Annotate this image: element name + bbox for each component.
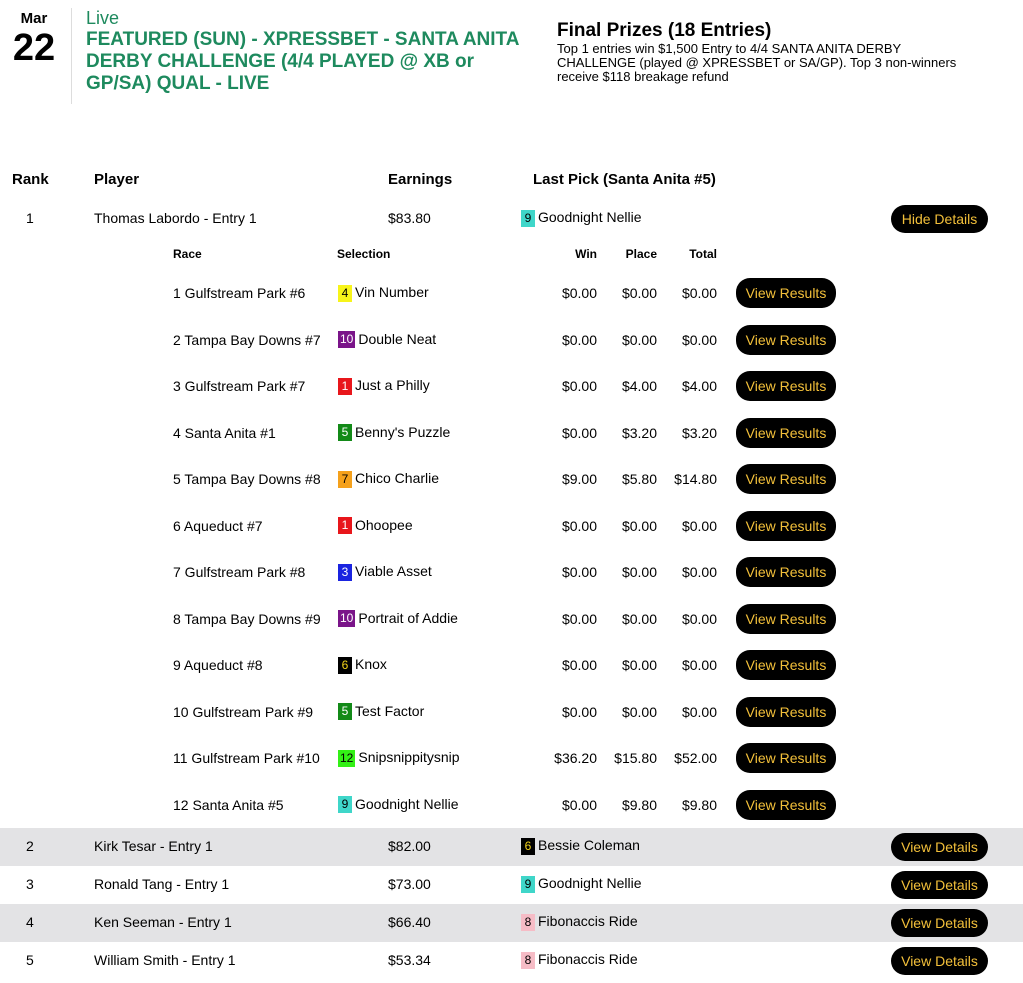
- saddlecloth-number: 3: [338, 564, 352, 581]
- detail-header-place: Place: [625, 247, 657, 261]
- race-detail-row: [0, 418, 1023, 448]
- earnings: $73.00: [388, 876, 431, 892]
- last-pick: [521, 837, 640, 855]
- total-amount: $0.00: [681, 285, 717, 301]
- horse-name: Viable Asset: [355, 563, 432, 579]
- place-amount: $9.80: [621, 796, 657, 813]
- view-details-button[interactable]: View Details: [891, 909, 988, 937]
- contest-date: [6, 10, 62, 68]
- race-detail-row: [0, 697, 1023, 727]
- view-results-button[interactable]: View Results: [736, 743, 836, 773]
- detail-header-selection: Selection: [337, 247, 391, 261]
- detail-header-race: Race: [173, 247, 202, 261]
- win-amount: $0.00: [561, 517, 597, 534]
- selection: [338, 796, 459, 814]
- view-results-button[interactable]: View Results: [736, 557, 836, 587]
- race-detail-row: [0, 790, 1023, 820]
- last-pick: [521, 951, 638, 969]
- prizes-text: Top 1 entries win $1,500 Entry to 4/4 SANTA ANITA DERBY CHALLENGE (played @ XPRESSBET or SA/GP). Top 3 non-winners receive $118 breakage refund: [557, 41, 957, 84]
- win-amount: $0.00: [561, 564, 597, 580]
- place-amount: $0.00: [621, 610, 657, 627]
- race-name: 8 Tampa Bay Downs #9: [173, 610, 321, 627]
- win-amount: $36.20: [554, 750, 597, 766]
- horse-name: Goodnight Nellie: [355, 795, 459, 812]
- win-amount: $0.00: [561, 610, 597, 627]
- selection: [338, 517, 413, 535]
- date-day: 22: [12, 27, 56, 69]
- saddlecloth-number: 4: [338, 285, 352, 302]
- contest-status: Live: [86, 8, 120, 28]
- race-name: 12 Santa Anita #5: [173, 796, 284, 813]
- selection: [338, 284, 429, 302]
- place-amount: $3.20: [621, 424, 657, 441]
- race-detail-row: [0, 511, 1023, 541]
- race-name: 9 Aqueduct #8: [173, 657, 263, 673]
- earnings: $53.34: [388, 952, 431, 968]
- prizes-title: Final Prizes (18 Entries): [557, 20, 772, 41]
- race-detail-row: [0, 557, 1023, 587]
- horse-name: Snipsnippitysnip: [358, 749, 460, 765]
- place-amount: $0.00: [621, 703, 657, 720]
- leaderboard-row: [0, 904, 1023, 942]
- player-name: Ronald Tang - Entry 1: [94, 876, 230, 892]
- column-header-player: Player: [94, 171, 140, 188]
- total-amount: $4.00: [681, 378, 717, 394]
- saddlecloth-number: 8: [521, 952, 535, 969]
- total-amount: $0.00: [681, 703, 717, 720]
- view-results-button[interactable]: View Results: [736, 650, 836, 680]
- rank: 5: [26, 952, 34, 968]
- header-divider: [71, 8, 72, 104]
- total-amount: $0.00: [681, 610, 717, 627]
- leaderboard-row: [0, 828, 1023, 866]
- race-name: 1 Gulfstream Park #6: [173, 285, 306, 301]
- win-amount: $0.00: [561, 424, 597, 441]
- horse-name: Portrait of Addie: [358, 609, 458, 626]
- leaderboard-row: [0, 200, 1023, 238]
- selection: [338, 749, 460, 767]
- rank: 1: [26, 210, 34, 226]
- selection: [338, 470, 439, 488]
- race-detail-row: [0, 604, 1023, 634]
- saddlecloth-number: 6: [338, 657, 352, 674]
- race-name: 4 Santa Anita #1: [173, 424, 276, 441]
- view-results-button[interactable]: View Results: [736, 371, 836, 401]
- race-detail-row: [0, 743, 1023, 773]
- horse-name: Knox: [355, 656, 387, 672]
- view-results-button[interactable]: View Results: [736, 325, 836, 355]
- saddlecloth-number: 9: [338, 796, 352, 813]
- horse-name: Fibonaccis Ride: [538, 913, 638, 929]
- horse-name: Vin Number: [355, 284, 429, 300]
- date-month: Mar: [20, 10, 48, 27]
- player-name: Ken Seeman - Entry 1: [94, 914, 232, 930]
- saddlecloth-number: 8: [521, 914, 535, 931]
- win-amount: $0.00: [561, 657, 597, 673]
- horse-name: Test Factor: [355, 702, 425, 719]
- saddlecloth-number: 6: [521, 838, 535, 855]
- total-amount: $0.00: [681, 657, 717, 673]
- win-amount: $0.00: [561, 331, 597, 348]
- place-amount: $0.00: [621, 285, 657, 301]
- column-header-earnings: Earnings: [388, 171, 453, 188]
- horse-name: Goodnight Nellie: [538, 875, 642, 891]
- player-name: Kirk Tesar - Entry 1: [94, 838, 213, 854]
- rank: 4: [26, 914, 34, 930]
- place-amount: $0.00: [621, 331, 657, 348]
- win-amount: $0.00: [561, 796, 597, 813]
- player-name: Thomas Labordo - Entry 1: [94, 210, 257, 226]
- selection: [338, 563, 432, 581]
- total-amount: $9.80: [681, 796, 717, 813]
- race-name: 3 Gulfstream Park #7: [173, 378, 306, 394]
- view-details-button[interactable]: View Details: [891, 833, 988, 861]
- win-amount: $0.00: [561, 703, 597, 720]
- race-name: 10 Gulfstream Park #9: [173, 703, 314, 720]
- race-detail-row: [0, 371, 1023, 401]
- selection: [338, 331, 436, 349]
- race-detail-row: [0, 650, 1023, 680]
- place-amount: $0.00: [621, 517, 657, 534]
- race-name: 2 Tampa Bay Downs #7: [173, 331, 321, 348]
- horse-name: Just a Philly: [355, 377, 430, 393]
- detail-header-win: Win: [575, 247, 597, 261]
- horse-name: Benny's Puzzle: [355, 423, 451, 440]
- place-amount: $15.80: [614, 750, 657, 766]
- earnings: $82.00: [388, 838, 431, 854]
- horse-name: Bessie Coleman: [538, 837, 640, 853]
- total-amount: $52.00: [674, 750, 717, 766]
- contest-title: [86, 8, 526, 95]
- last-pick: [521, 209, 642, 227]
- view-results-button[interactable]: View Results: [736, 278, 836, 308]
- horse-name: Fibonaccis Ride: [538, 951, 638, 967]
- saddlecloth-number: 12: [340, 750, 354, 765]
- saddlecloth-number: 1: [338, 517, 352, 534]
- contest-header: [0, 0, 1023, 120]
- earnings: $83.80: [388, 210, 431, 226]
- column-header-rank: Rank: [12, 171, 49, 188]
- rank: 3: [26, 876, 34, 892]
- saddlecloth-number: 5: [338, 703, 352, 720]
- total-amount: $3.20: [681, 424, 717, 441]
- horse-name: Goodnight Nellie: [538, 209, 642, 225]
- saddlecloth-number: 7: [338, 471, 352, 488]
- race-name: 6 Aqueduct #7: [173, 517, 263, 534]
- selection: [338, 424, 450, 442]
- horse-name: Double Neat: [358, 330, 437, 347]
- saddlecloth-number: 9: [521, 210, 535, 227]
- last-pick: [521, 875, 642, 893]
- leaderboard-row: [0, 866, 1023, 904]
- place-amount: $5.80: [621, 471, 657, 487]
- selection: [338, 703, 424, 721]
- view-details-button[interactable]: View Details: [891, 871, 988, 899]
- leaderboard-row: [0, 942, 1023, 980]
- view-details-button[interactable]: View Details: [891, 947, 988, 975]
- earnings: $66.40: [388, 914, 431, 930]
- win-amount: $0.00: [561, 378, 597, 394]
- race-name: 11 Gulfstream Park #10: [173, 750, 320, 766]
- hide-details-button[interactable]: Hide Details: [891, 205, 988, 233]
- race-name: 7 Gulfstream Park #8: [173, 564, 306, 580]
- selection: [338, 656, 387, 674]
- saddlecloth-number: 9: [521, 876, 535, 893]
- saddlecloth-number: 10: [340, 611, 354, 626]
- win-amount: $9.00: [561, 471, 597, 487]
- horse-name: Ohoopee: [355, 516, 413, 533]
- rank: 2: [26, 838, 34, 854]
- race-detail-row: [0, 278, 1023, 308]
- selection: [338, 610, 458, 628]
- win-amount: $0.00: [561, 285, 597, 301]
- view-results-button[interactable]: View Results: [736, 790, 836, 820]
- view-results-button[interactable]: View Results: [736, 418, 836, 448]
- horse-name: Chico Charlie: [355, 470, 440, 486]
- player-name: William Smith - Entry 1: [94, 952, 236, 968]
- column-header-last-pick: Last Pick (Santa Anita #5): [533, 171, 716, 188]
- place-amount: $0.00: [621, 657, 657, 673]
- saddlecloth-number: 5: [338, 424, 352, 441]
- place-amount: $0.00: [621, 564, 657, 580]
- total-amount: $14.80: [674, 471, 717, 487]
- contest-name: FEATURED (SUN) - XPRESSBET - SANTA ANITA DERBY CHALLENGE (4/4 PLAYED @ XB or GP/SA) QUAL - LIVE: [86, 29, 519, 94]
- saddlecloth-number: 10: [340, 332, 354, 347]
- view-results-button[interactable]: View Results: [736, 604, 836, 634]
- view-results-button[interactable]: View Results: [736, 511, 836, 541]
- view-results-button[interactable]: View Results: [736, 697, 836, 727]
- race-detail-row: [0, 464, 1023, 494]
- race-detail-row: [0, 325, 1023, 355]
- race-name: 5 Tampa Bay Downs #8: [173, 471, 321, 487]
- total-amount: $0.00: [681, 331, 717, 348]
- detail-header-total: Total: [689, 247, 717, 261]
- place-amount: $4.00: [621, 378, 657, 394]
- saddlecloth-number: 1: [338, 378, 352, 395]
- view-results-button[interactable]: View Results: [736, 464, 836, 494]
- total-amount: $0.00: [681, 517, 717, 534]
- total-amount: $0.00: [681, 564, 717, 580]
- last-pick: [521, 913, 638, 931]
- prizes-panel: [557, 20, 977, 84]
- selection: [338, 377, 430, 395]
